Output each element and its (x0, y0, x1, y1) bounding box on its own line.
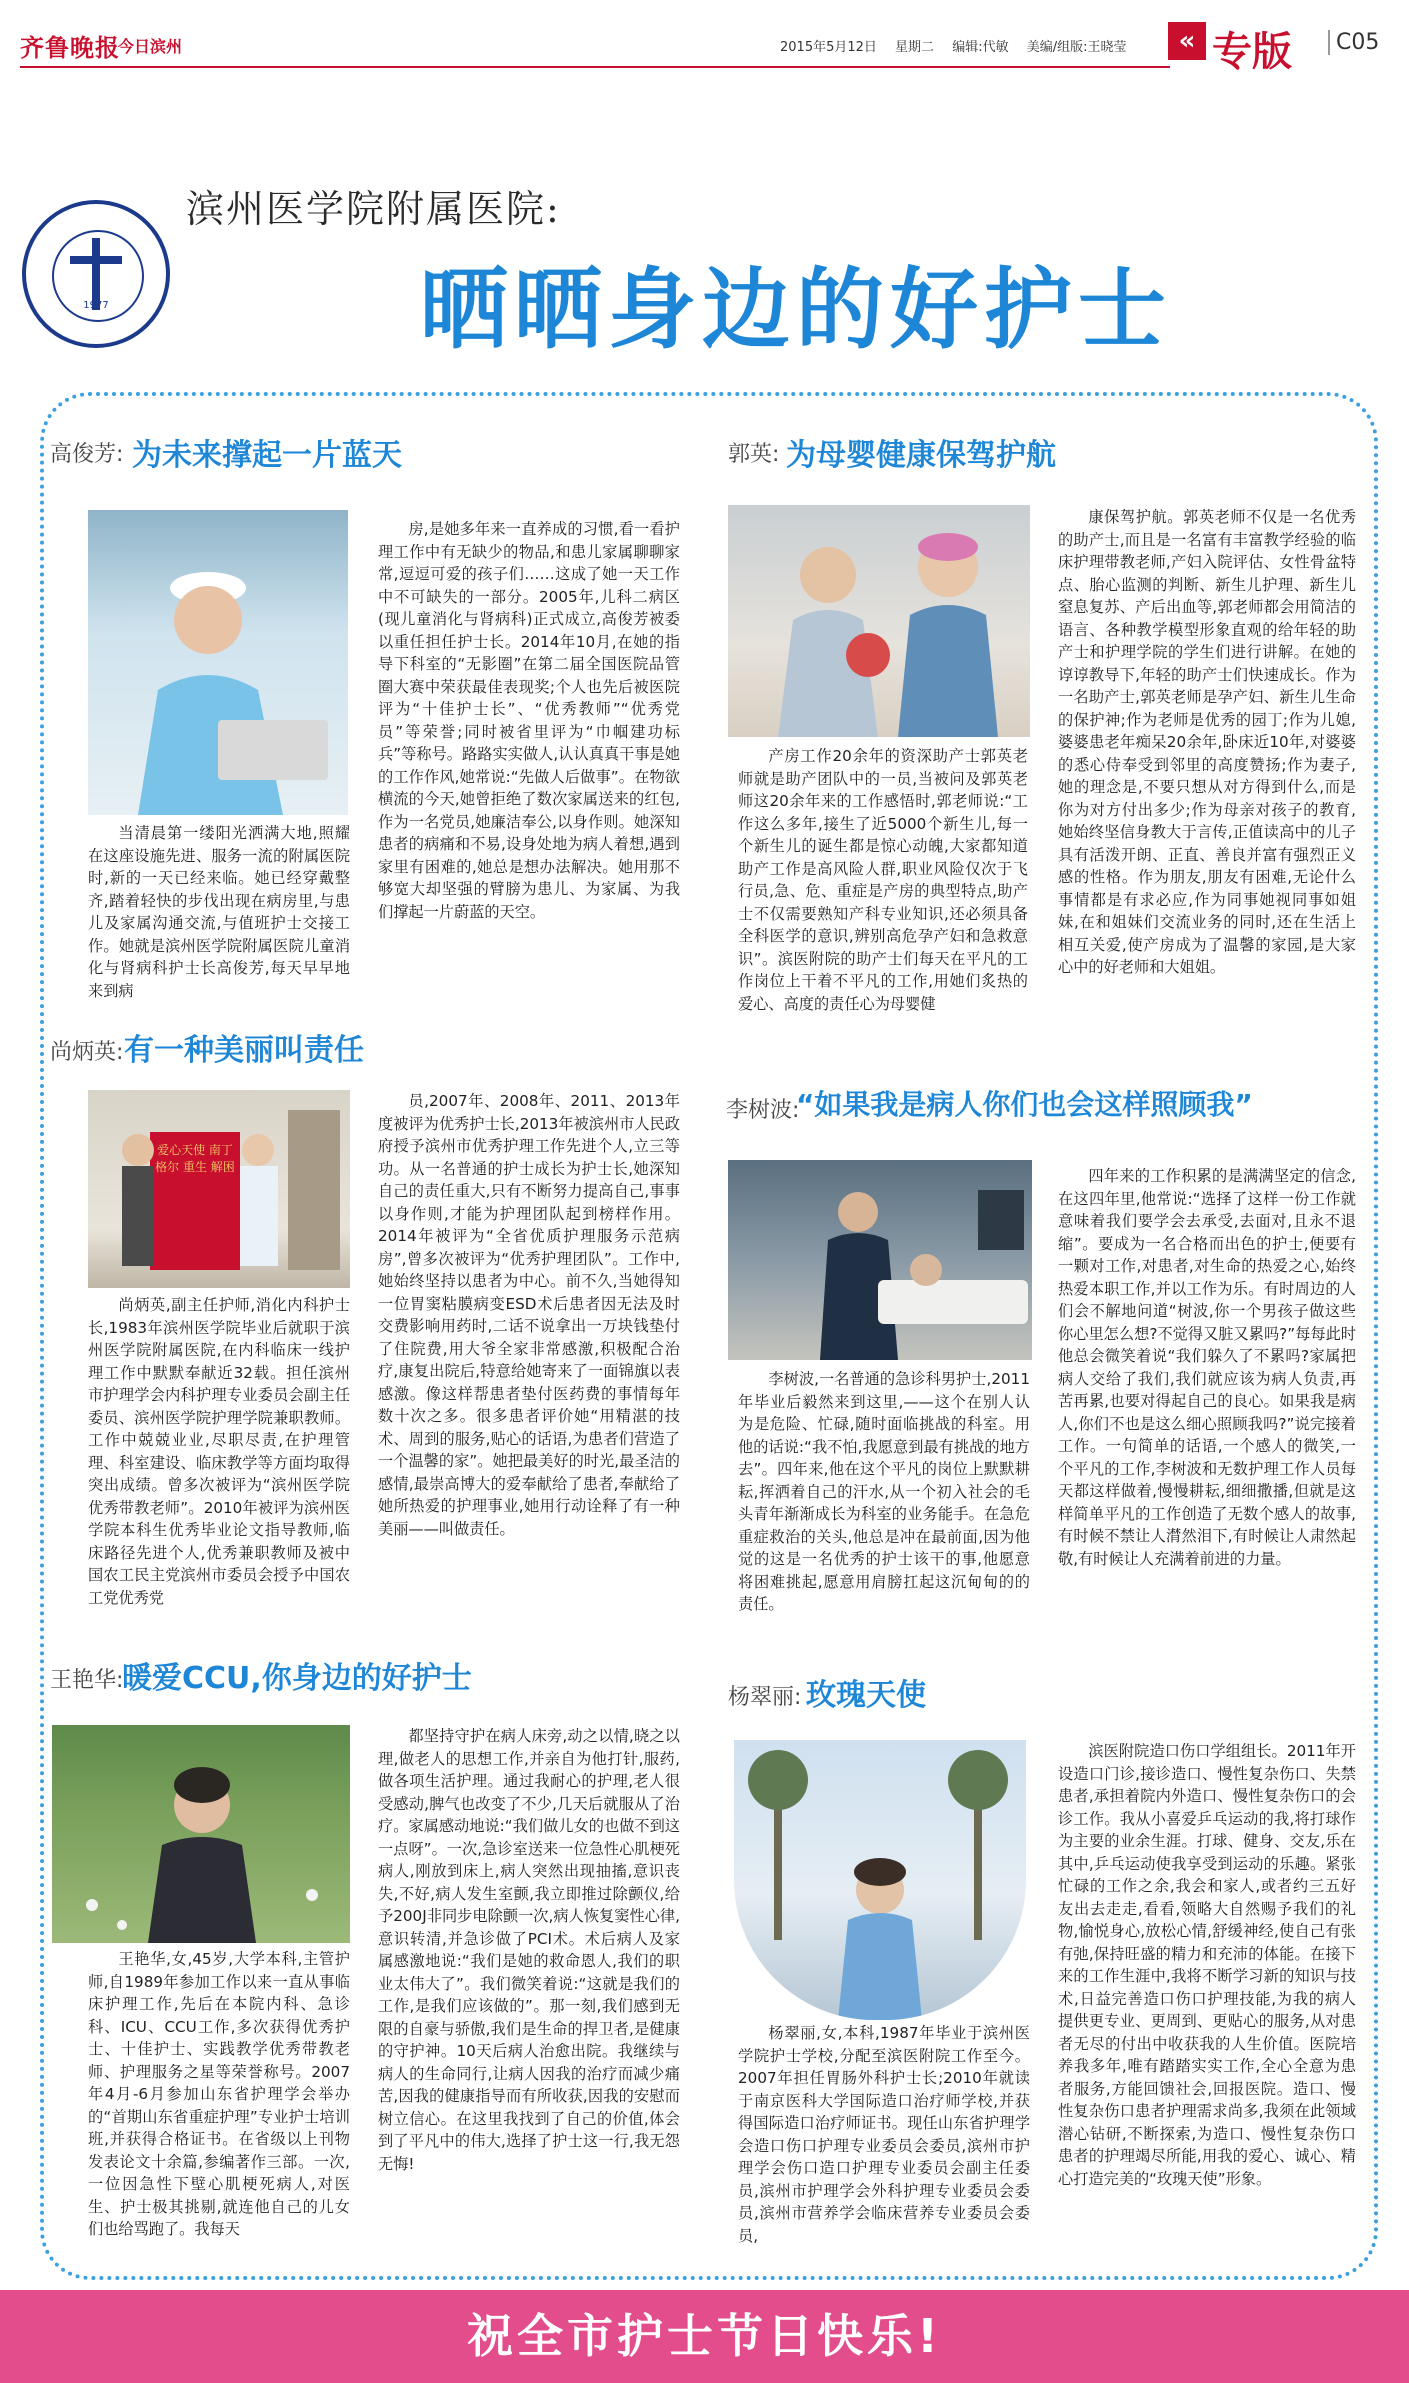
nurse-photo (728, 1160, 1032, 1360)
column-tag: 专版 (1212, 29, 1292, 75)
nurse-photo (52, 1725, 350, 1943)
university-logo (22, 200, 170, 348)
cross-icon (70, 256, 122, 264)
issue-date: 2015年5月12日 (780, 40, 877, 55)
story-headline: 玫瑰天使 (806, 1678, 926, 1713)
editor-credit: 编辑:代敏 (952, 40, 1009, 55)
footer-banner (0, 2290, 1409, 2383)
story-headline: 暖爱CCU,你身边的好护士 (122, 1661, 472, 1696)
photo-caption: 当清晨第一缕阳光洒满大地,照耀在这座设施先进、服务一流的附属医院时,新的一天已经来临。她已经穿戴整齐,踏着轻快的步伐出现在病房里,与患儿及家属沟通交流,与值班护士交接工作。她就是滨州医学院附属医院儿童消化与肾病科护士长高俊芳,每天早早地来到病 (88, 824, 350, 1000)
nurse-name: 郭英: (728, 442, 780, 467)
banner-text: 爱心天使 南丁格尔 重生 解困 (155, 1143, 235, 1174)
delivery-room-scene-icon (728, 505, 1030, 737)
issue-meta (780, 36, 1141, 55)
emergency-room-scene-icon (728, 1160, 1032, 1360)
story-body: 四年来的工作积累的是满满坚定的信念,在这四年里,他常说:“选择了这样一份工作就意味着我们要学会去承受,去面对,且永不退缩”。要成为一名合格而出色的护士,便要有一颗对工作,对患者,对生命的热爱之心,始终热爱本职工作,并以工作为乐。有时周边的人们会不解地问道“树波,你一个男孩子做这些你心里怎么想?不觉得又脏又累吗?”每每此时他总会微笑着说“我们躲久了不累吗?家属把病人交给了我们,我们就应该为病人负责,再苦再累,也要对得起自己的良心。如果我是病人,你们不也是这么细心照顾我吗?”说完接着工作。一句简单的话语,一个感人的微笑,一个平凡的工作,李树波和无数护理工作人员每天都这样做着,慢慢耕耘,细细撒播,但就是这样简单平凡的工作创造了无数个感人的故事,有时候不禁让人潸然泪下,有时候让人肃然起敬,有时候让人充满着前进的力量。 (1058, 1167, 1356, 1568)
story-body: 都坚持守护在病人床旁,动之以情,晓之以理,做老人的思想工作,并亲自为他打针,服药,做各项生活护理。通过我耐心的护理,老人很受感动,脾气也改变了不少,几天后就服从了治疗。家属感动地说:“我们做儿女的也做不到这一点呀”。一次,急诊室送来一位急性心肌梗死病人,刚放到床上,病人突然出现抽搐,意识丧失,不好,病人发生室颤,我立即推过除颤仪,给予200J非同步电除颤一次,病人恢复窦性心律,意识转清,并急诊做了PCI术。术后病人及家属感激地说:“我们是她的救命恩人,我们的职业太伟大了”。我们微笑着说:“这就是我们的工作,是我们应该做的”。那一刻,我们感到无限的自豪与骄傲,我们是生命的捍卫者,是健康的守护神。10天后病人治愈出院。我继续与病人的生命同行,让病人因我的治疗而减少痛苦,因我的健康指导而有所收获,因我的安慰而树立信心。在这里我找到了自己的价值,体会到了平凡中的伟大,选择了护士这一行,我无怨无悔! (378, 1727, 680, 2173)
story-headline: “如果我是病人你们也会这样照顾我” (796, 1088, 1253, 1121)
photo-caption: 杨翠丽,女,本科,1987年毕业于滨州医学院护士学校,分配至滨医附院工作至今。2007年担任胃肠外科护士长;2010年就读于南京医科大学国际造口治疗师学校,并获得国际造口治疗师证书。现任山东省护理学会造口伤口护理专业委员会委员,滨州市护理学会伤口造口护理专业委员会副主任委员,滨州市护理学会外科护理专业委员会委员,滨州市营养学会临床营养专业委员会委员, (738, 2024, 1030, 2245)
chevron-left-icon: « (1168, 22, 1206, 60)
nurse-name: 杨翠丽: (728, 1685, 802, 1710)
page-number: C05 (1328, 30, 1379, 55)
nurse-photo (88, 1090, 350, 1288)
photo-caption: 李树波,一名普通的急诊科男护士,2011年毕业后毅然来到这里,——这个在别人认为是危险、忙碌,随时面临挑战的科室。用他的话说:“我不怕,我愿意到最有挑战的地方去”。四年来,他在这个平凡的岗位上默默耕耘,挥洒着自己的汗水,从一个初入社会的毛头青年渐渐成长为科室的业务能手。在急危重症救治的关头,他总是冲在最前面,因为他觉的这是一名优秀的护士该干的事,他愿意将困难挑起,愿意用肩膀扛起这沉甸甸的的责任。 (738, 1370, 1030, 1613)
logo-year: 1977 (83, 300, 109, 311)
header-rule (20, 66, 1170, 68)
story-headline: 为未来撑起一片蓝天 (132, 438, 402, 473)
photo-caption: 产房工作20余年的资深助产士郭英老师就是助产团队中的一员,当被问及郭英老师这20余年来的工作感悟时,郭老师说:“工作这么多年,接生了近5000个新生儿,每一个新生儿的诞生都是惊心动魄,大家都知道助产工作是高风险人群,职业风险仅次于飞行员,急、危、重症是产房的典型特点,助产士不仅需要熟知产科专业知识,还必须具备全科医学的意识,辨别高危孕产妇和急救意识”。滨医附院的助产士们每天在平凡的工作岗位上干着不平凡的工作,用她们炙热的爱心、高度的责任心为母婴健 (738, 747, 1028, 1013)
newspaper-brand: 齐鲁晚报 (20, 33, 120, 62)
story-body: 房,是她多年来一直养成的习惯,看一看护理工作中有无缺少的物品,和患儿家属聊聊家常,逗逗可爱的孩子们……这成了她一天工作中不可缺失的一部分。2005年,儿科二病区(现儿童消化与肾病科)正式成立,高俊芳被委以重任担任护士长。2014年10月,在她的指导下科室的“无影圈”在第二届全国医院品管圈大赛中荣获最佳表现奖;个人也先后被医院评为“十佳护士长”、“优秀教师”“优秀党员”等荣誉;同时被省里评为“巾帼建功标兵”等称号。路路实实做人,认认真真干事是她的工作作风,她常说:“先做人后做事”。在物欲横流的今天,她曾拒绝了数次家属送来的红包,作为一名党员,她廉洁奉公,以身作则。她深知患者的病痛和不易,设身处地为病人着想,遇到家里有困难的,她总是想办法解决。她用那不够宽大却坚强的臂膀为患儿、为家属、为我们撑起一片蔚蓝的天空。 (378, 520, 680, 921)
nurse-photo (728, 505, 1030, 737)
page-title: 晒晒身边的好护士 (420, 258, 1173, 361)
page-header (0, 0, 1409, 80)
photo-caption: 尚炳英,副主任护师,消化内科护士长,1983年滨州医学院毕业后就职于滨州医学院附属医院,在内科临床一线护理工作中默默奉献近32载。担任滨州市护理学会内科护理专业委员会副主任委员、滨州医学院护理学院兼职教师。工作中兢兢业业,尽职尽责,在护理管理、科室建设、临床教学等方面均取得突出成绩。曾多次被评为“滨州医学院优秀带教老师”。2010年被评为滨州医学院本科生优秀毕业论文指导教师,临床路径先进个人,优秀兼职教师及被中国农工民主党滨州市委员会授予中国农工党优秀党 (88, 1296, 350, 1607)
nurse-figure-icon (88, 510, 348, 815)
footer-slogan: 祝全市护士节日快乐! (467, 2309, 942, 2363)
nurse-name: 王艳华: (50, 1668, 124, 1693)
nurse-photo (734, 1740, 1026, 2020)
designer-credit: 美编/组版:王晓莹 (1026, 40, 1127, 55)
story-body: 康保驾护航。郭英老师不仅是一名优秀的助产士,而且是一名富有丰富教学经验的临床护理带教老师,产妇入院评估、女性骨盆特点、胎心监测的判断、新生儿护理、新生儿窒息复苏、产后出血等,郭老师都会用简洁的语言、各种教学模型形象直观的给年轻的助产士和护理学院的学生们进行讲解。在她的谆谆教导下,年轻的助产士们快速成长。作为一名助产士,郭英老师是孕产妇、新生儿生命的保护神;作为老师是优秀的园丁;作为儿媳,婆婆患老年痴呆20余年,卧床近10年,对婆婆的悉心侍奉受到邻里的高度赞扬;作为妻子,她的理念是,不要只想从对方得到什么,而是你为对方付出多少;作为母亲对孩子的教育,她始终坚信身教大于言传,正值读高中的儿子具有活泼开朗、正直、善良并富有强烈正义感的性格。作为朋友,朋友有困难,无论什么事情都是有求必应,作为同事她视同事如姐妹,在和姐妹们交流业务的同时,还在生活上相互关爱,使产房成为了温馨的家园,是大家心中的好老师和大姐姐。 (1058, 508, 1356, 976)
story-body: 员,2007年、2008年、2011、2013年度被评为优秀护士长,2013年被滨州市人民政府授予滨州市优秀护理工作先进个人,立三等功。从一名普通的护士成长为护士长,她深知自己的责任重大,只有不断努力提高自己,事事以身作则,才能为护理团队起到榜样作用。2014年被评为“全省优质护理服务示范病房”,曾多次被评为“优秀护理团队”。工作中,她始终坚持以患者为中心。前不久,当她得知一位胃窦粘膜病变ESD术后患者因无法及时交费影响用药时,二话不说拿出一万块钱垫付了住院费,用大爷全家非常感激,积极配合治疗,康复出院后,特意给她寄来了一面锦旗以表感激。像这样帮患者垫付医药费的事情每年数十次之多。很多患者评价她“用精湛的技术、周到的服务,贴心的话语,为患者们营造了一个温馨的家”。她把最美好的时光,最圣洁的感情,最崇高博大的爱奉献给了患者,奉献给了她所热爱的护理事业,她用行动诠释了有一种美丽——叫做责任。 (378, 1092, 680, 1538)
nurse-name: 李树波: (726, 1098, 800, 1123)
section-name: 今日滨州 (118, 37, 183, 56)
award-banner-scene-icon (88, 1090, 350, 1288)
issue-weekday: 星期二 (895, 40, 935, 55)
nurse-photo (88, 510, 348, 815)
nurse-name: 尚炳英: (50, 1040, 124, 1065)
photo-caption: 王艳华,女,45岁,大学本科,主管护师,自1989年参加工作以来一直从事临床护理工作,先后在本院内科、急诊科、ICU、CCU工作,多次获得优秀护士、十佳护士、实践教学优秀带教老师、护理服务之星等荣誉称号。2007年4月-6月参加山东省护理学会举办的“首期山东省重症护理”专业护士培训班,并获得合格证书。在省级以上刊物发表论文十余篇,参编著作三部。一次,一位因急性下壁心肌梗死病人,对医生、护士极其挑剔,就连他自己的儿女们也给骂跑了。我每天 (88, 1950, 350, 2238)
story-headline: 有一种美丽叫责任 (124, 1033, 364, 1068)
story-headline: 为母婴健康保驾护航 (786, 438, 1056, 473)
story-body: 滨医附院造口伤口学组组长。2011年开设造口门诊,接诊造口、慢性复杂伤口、失禁患者,承担着院内外造口、慢性复杂伤口的会诊工作。我从小喜爱乒乓运动的我,将打球作为主要的业余生涯。打球、健身、交友,乐在其中,乒乓运动使我享受到运动的乐趣。紧张忙碌的工作之余,我会和家人,或者约三五好友出去走走,看看,领略大自然赐予我们的礼物,愉悦身心,放松心情,舒缓神经,使自己有张有弛,保持旺盛的精力和充沛的体能。在接下来的工作生涯中,我将不断学习新的知识与技术,日益完善造口伤口护理技能,为我的病人提供更专业、更周到、更贴心的服务,从对患者无尽的付出中收获我的人生价值。医院培养我多年,唯有踏踏实实工作,全心全意为患者服务,方能回馈社会,回报医院。造口、慢性复杂伤口患者护理需求尚多,我须在此领域潜心钻研,不断探索,为造口、慢性复杂伤口患者的护理竭尽所能,用我的爱心、诚心、精心打造完美的“玫瑰天使”形象。 (1058, 1742, 1356, 2188)
page-subtitle: 滨州医学院附属医院: (186, 187, 561, 231)
palm-tree-portrait-icon (734, 1740, 1026, 2020)
nurse-name: 高俊芳: (50, 442, 124, 467)
portrait-outdoor-icon (52, 1725, 350, 1943)
